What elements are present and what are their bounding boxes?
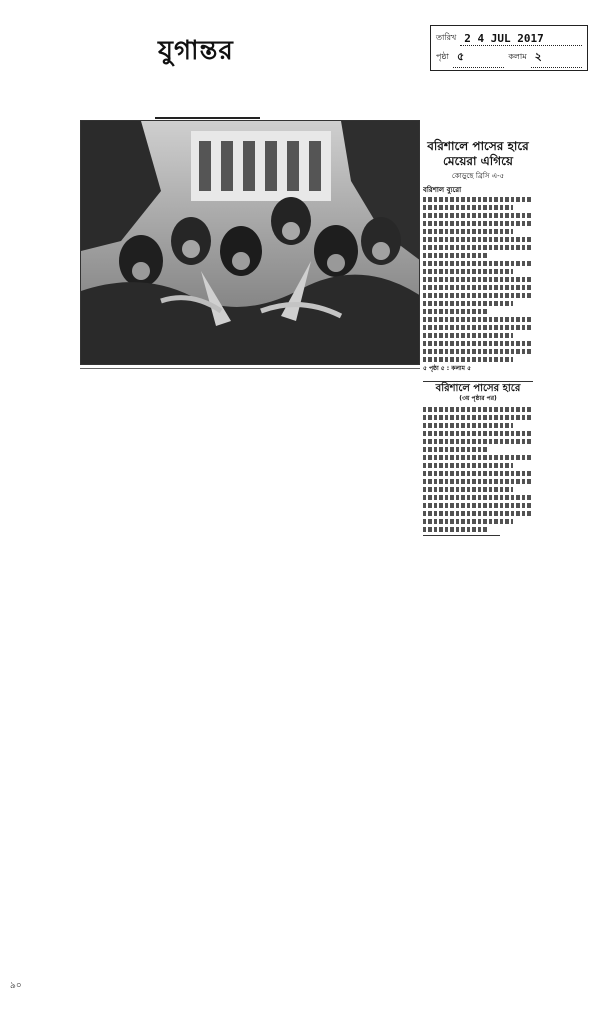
news-photo [80, 120, 420, 365]
article-kicker: কোড়ুছে ব্রিসি এ-৫ [451, 172, 505, 180]
stamp-page-value: ৫ [453, 48, 504, 68]
stamp-page-label: পৃষ্ঠা [436, 52, 449, 61]
clipping-date-stamp [430, 25, 588, 71]
continuation-body-text [423, 407, 533, 532]
article-headline: বরিশালে পাসের হারে মেয়েরা এগিয়ে [427, 139, 529, 168]
news-article [423, 135, 533, 570]
article-byline: বরিশাল ব্যুরো [423, 186, 462, 194]
clipping-top-rule [155, 117, 260, 119]
article-end-rule [423, 535, 500, 536]
stamp-page-row [436, 48, 582, 67]
stamp-column-value: ২ [531, 48, 582, 68]
stamp-column-label: কলাম [508, 52, 527, 61]
page-number: ৯০ [10, 981, 22, 991]
stamp-date-row [436, 29, 582, 48]
continuation-subhead: (৩য় পৃষ্ঠার পর) [459, 395, 497, 402]
article-jump-line: ৫ পৃষ্ঠা ৫ : কলাম ৫ [423, 365, 471, 372]
photo-bottom-rule [80, 368, 420, 369]
crowd-photo-graphic [81, 121, 420, 365]
stamp-date-label: তারিখ [436, 33, 457, 42]
continuation-headline: বরিশালে পাসের হারে [423, 381, 533, 393]
article-body-text [423, 197, 533, 362]
stamp-date-value: 2 4 JUL 2017 [460, 32, 582, 46]
newspaper-masthead: যুগান্তর [158, 36, 234, 66]
